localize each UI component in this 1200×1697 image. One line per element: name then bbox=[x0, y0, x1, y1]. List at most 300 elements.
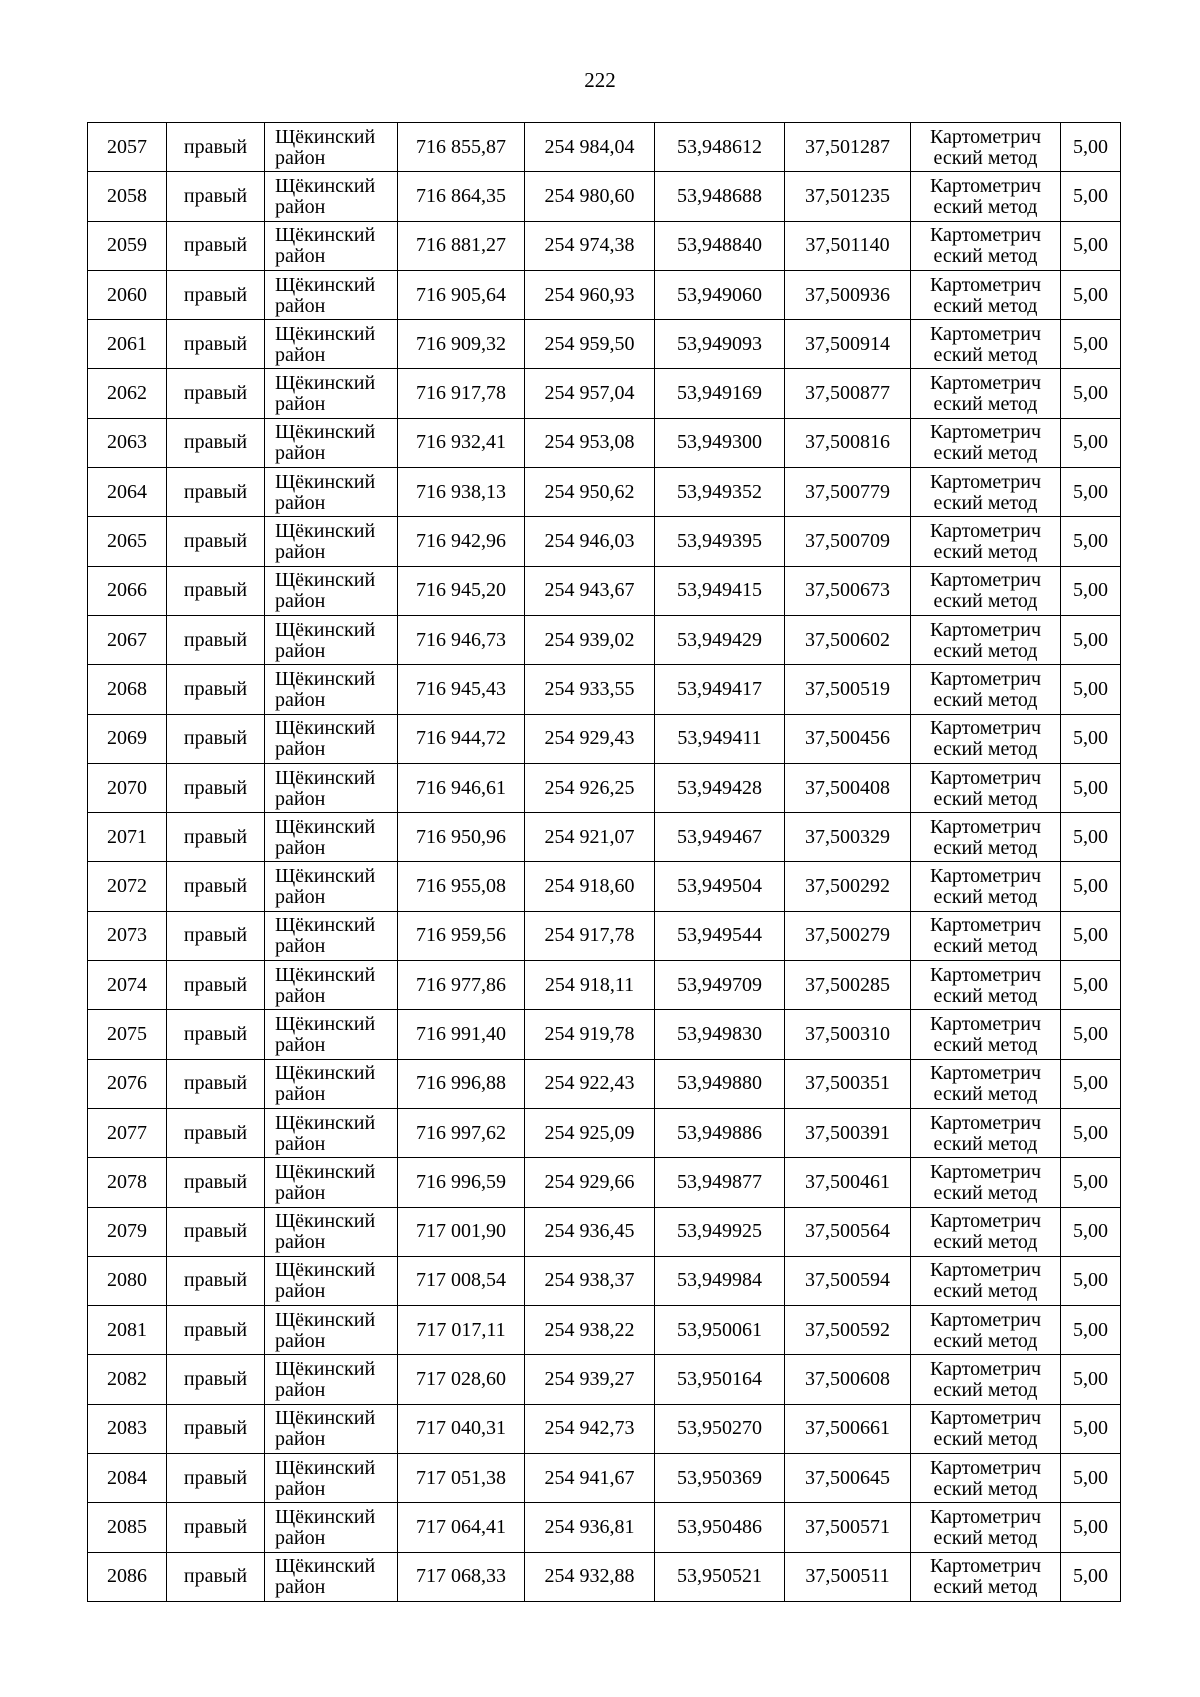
longitude-cell: 37,500391 bbox=[785, 1108, 911, 1157]
y-coordinate-cell: 254 921,07 bbox=[525, 813, 655, 862]
x-coordinate-cell: 716 945,20 bbox=[398, 566, 525, 615]
table-row bbox=[88, 1108, 1121, 1157]
longitude-cell: 37,500329 bbox=[785, 813, 911, 862]
method-cell: Картометрич еский метод bbox=[911, 615, 1061, 664]
district-cell: Щёкинский район bbox=[265, 813, 398, 862]
accuracy-cell: 5,00 bbox=[1061, 172, 1121, 221]
latitude-cell: 53,950061 bbox=[655, 1306, 785, 1355]
point-number-cell: 2059 bbox=[88, 221, 167, 270]
latitude-cell: 53,949395 bbox=[655, 517, 785, 566]
table-row bbox=[88, 566, 1121, 615]
method-cell: Картометрич еский метод bbox=[911, 468, 1061, 517]
longitude-cell: 37,500310 bbox=[785, 1010, 911, 1059]
y-coordinate-cell: 254 960,93 bbox=[525, 270, 655, 319]
method-cell: Картометрич еский метод bbox=[911, 1108, 1061, 1157]
point-number-cell: 2083 bbox=[88, 1404, 167, 1453]
longitude-cell: 37,500456 bbox=[785, 714, 911, 763]
longitude-cell: 37,500877 bbox=[785, 369, 911, 418]
point-number-cell: 2058 bbox=[88, 172, 167, 221]
table-row bbox=[88, 1256, 1121, 1305]
longitude-cell: 37,500709 bbox=[785, 517, 911, 566]
x-coordinate-cell: 717 001,90 bbox=[398, 1207, 525, 1256]
longitude-cell: 37,501235 bbox=[785, 172, 911, 221]
x-coordinate-cell: 716 917,78 bbox=[398, 369, 525, 418]
accuracy-cell: 5,00 bbox=[1061, 418, 1121, 467]
table-row bbox=[88, 1059, 1121, 1108]
accuracy-cell: 5,00 bbox=[1061, 1503, 1121, 1552]
bank-side-cell: правый bbox=[167, 862, 265, 911]
district-cell: Щёкинский район bbox=[265, 270, 398, 319]
x-coordinate-cell: 717 008,54 bbox=[398, 1256, 525, 1305]
point-number-cell: 2075 bbox=[88, 1010, 167, 1059]
bank-side-cell: правый bbox=[167, 665, 265, 714]
longitude-cell: 37,500292 bbox=[785, 862, 911, 911]
point-number-cell: 2068 bbox=[88, 665, 167, 714]
y-coordinate-cell: 254 929,43 bbox=[525, 714, 655, 763]
x-coordinate-cell: 716 996,88 bbox=[398, 1059, 525, 1108]
accuracy-cell: 5,00 bbox=[1061, 1256, 1121, 1305]
method-cell: Картометрич еский метод bbox=[911, 566, 1061, 615]
method-cell: Картометрич еский метод bbox=[911, 1404, 1061, 1453]
bank-side-cell: правый bbox=[167, 1059, 265, 1108]
latitude-cell: 53,949880 bbox=[655, 1059, 785, 1108]
longitude-cell: 37,500936 bbox=[785, 270, 911, 319]
bank-side-cell: правый bbox=[167, 418, 265, 467]
point-number-cell: 2067 bbox=[88, 615, 167, 664]
x-coordinate-cell: 717 040,31 bbox=[398, 1404, 525, 1453]
method-cell: Картометрич еский метод bbox=[911, 320, 1061, 369]
x-coordinate-cell: 716 977,86 bbox=[398, 961, 525, 1010]
bank-side-cell: правый bbox=[167, 1306, 265, 1355]
district-cell: Щёкинский район bbox=[265, 1158, 398, 1207]
table-body bbox=[88, 123, 1121, 1602]
district-cell: Щёкинский район bbox=[265, 1059, 398, 1108]
district-cell: Щёкинский район bbox=[265, 615, 398, 664]
longitude-cell: 37,500816 bbox=[785, 418, 911, 467]
latitude-cell: 53,949300 bbox=[655, 418, 785, 467]
accuracy-cell: 5,00 bbox=[1061, 665, 1121, 714]
longitude-cell: 37,500285 bbox=[785, 961, 911, 1010]
point-number-cell: 2073 bbox=[88, 911, 167, 960]
y-coordinate-cell: 254 936,45 bbox=[525, 1207, 655, 1256]
latitude-cell: 53,948612 bbox=[655, 123, 785, 172]
table-row bbox=[88, 1404, 1121, 1453]
accuracy-cell: 5,00 bbox=[1061, 911, 1121, 960]
district-cell: Щёкинский район bbox=[265, 123, 398, 172]
table-row bbox=[88, 1503, 1121, 1552]
point-number-cell: 2081 bbox=[88, 1306, 167, 1355]
accuracy-cell: 5,00 bbox=[1061, 1059, 1121, 1108]
district-cell: Щёкинский район bbox=[265, 1454, 398, 1503]
latitude-cell: 53,950521 bbox=[655, 1552, 785, 1601]
district-cell: Щёкинский район bbox=[265, 1552, 398, 1601]
bank-side-cell: правый bbox=[167, 1552, 265, 1601]
method-cell: Картометрич еский метод bbox=[911, 665, 1061, 714]
bank-side-cell: правый bbox=[167, 320, 265, 369]
bank-side-cell: правый bbox=[167, 813, 265, 862]
bank-side-cell: правый bbox=[167, 172, 265, 221]
table-row bbox=[88, 221, 1121, 270]
longitude-cell: 37,500592 bbox=[785, 1306, 911, 1355]
point-number-cell: 2074 bbox=[88, 961, 167, 1010]
y-coordinate-cell: 254 946,03 bbox=[525, 517, 655, 566]
x-coordinate-cell: 716 959,56 bbox=[398, 911, 525, 960]
x-coordinate-cell: 716 942,96 bbox=[398, 517, 525, 566]
table-row bbox=[88, 418, 1121, 467]
table-row bbox=[88, 911, 1121, 960]
bank-side-cell: правый bbox=[167, 1108, 265, 1157]
y-coordinate-cell: 254 950,62 bbox=[525, 468, 655, 517]
table-row bbox=[88, 1355, 1121, 1404]
point-number-cell: 2072 bbox=[88, 862, 167, 911]
accuracy-cell: 5,00 bbox=[1061, 615, 1121, 664]
bank-side-cell: правый bbox=[167, 566, 265, 615]
method-cell: Картометрич еский метод bbox=[911, 1552, 1061, 1601]
accuracy-cell: 5,00 bbox=[1061, 369, 1121, 418]
point-number-cell: 2078 bbox=[88, 1158, 167, 1207]
accuracy-cell: 5,00 bbox=[1061, 517, 1121, 566]
accuracy-cell: 5,00 bbox=[1061, 1108, 1121, 1157]
latitude-cell: 53,949467 bbox=[655, 813, 785, 862]
y-coordinate-cell: 254 974,38 bbox=[525, 221, 655, 270]
longitude-cell: 37,500351 bbox=[785, 1059, 911, 1108]
district-cell: Щёкинский район bbox=[265, 517, 398, 566]
longitude-cell: 37,500279 bbox=[785, 911, 911, 960]
x-coordinate-cell: 716 997,62 bbox=[398, 1108, 525, 1157]
y-coordinate-cell: 254 938,37 bbox=[525, 1256, 655, 1305]
longitude-cell: 37,500594 bbox=[785, 1256, 911, 1305]
latitude-cell: 53,949830 bbox=[655, 1010, 785, 1059]
method-cell: Картометрич еский метод bbox=[911, 123, 1061, 172]
longitude-cell: 37,500564 bbox=[785, 1207, 911, 1256]
bank-side-cell: правый bbox=[167, 1207, 265, 1256]
district-cell: Щёкинский район bbox=[265, 1256, 398, 1305]
accuracy-cell: 5,00 bbox=[1061, 813, 1121, 862]
table-row bbox=[88, 763, 1121, 812]
method-cell: Картометрич еский метод bbox=[911, 172, 1061, 221]
district-cell: Щёкинский район bbox=[265, 862, 398, 911]
table-row bbox=[88, 1306, 1121, 1355]
bank-side-cell: правый bbox=[167, 123, 265, 172]
y-coordinate-cell: 254 984,04 bbox=[525, 123, 655, 172]
latitude-cell: 53,949411 bbox=[655, 714, 785, 763]
method-cell: Картометрич еский метод bbox=[911, 221, 1061, 270]
y-coordinate-cell: 254 980,60 bbox=[525, 172, 655, 221]
y-coordinate-cell: 254 939,27 bbox=[525, 1355, 655, 1404]
longitude-cell: 37,501140 bbox=[785, 221, 911, 270]
x-coordinate-cell: 716 881,27 bbox=[398, 221, 525, 270]
district-cell: Щёкинский район bbox=[265, 1404, 398, 1453]
latitude-cell: 53,948688 bbox=[655, 172, 785, 221]
district-cell: Щёкинский район bbox=[265, 763, 398, 812]
method-cell: Картометрич еский метод bbox=[911, 1158, 1061, 1207]
district-cell: Щёкинский район bbox=[265, 1503, 398, 1552]
longitude-cell: 37,501287 bbox=[785, 123, 911, 172]
latitude-cell: 53,949417 bbox=[655, 665, 785, 714]
point-number-cell: 2057 bbox=[88, 123, 167, 172]
y-coordinate-cell: 254 959,50 bbox=[525, 320, 655, 369]
x-coordinate-cell: 716 946,61 bbox=[398, 763, 525, 812]
point-number-cell: 2082 bbox=[88, 1355, 167, 1404]
x-coordinate-cell: 716 991,40 bbox=[398, 1010, 525, 1059]
longitude-cell: 37,500511 bbox=[785, 1552, 911, 1601]
method-cell: Картометрич еский метод bbox=[911, 418, 1061, 467]
latitude-cell: 53,949428 bbox=[655, 763, 785, 812]
table-row bbox=[88, 1010, 1121, 1059]
method-cell: Картометрич еский метод bbox=[911, 862, 1061, 911]
x-coordinate-cell: 717 017,11 bbox=[398, 1306, 525, 1355]
longitude-cell: 37,500673 bbox=[785, 566, 911, 615]
district-cell: Щёкинский район bbox=[265, 172, 398, 221]
bank-side-cell: правый bbox=[167, 1010, 265, 1059]
table-row bbox=[88, 1552, 1121, 1601]
table-row bbox=[88, 665, 1121, 714]
x-coordinate-cell: 716 909,32 bbox=[398, 320, 525, 369]
point-number-cell: 2084 bbox=[88, 1454, 167, 1503]
district-cell: Щёкинский район bbox=[265, 221, 398, 270]
x-coordinate-cell: 716 944,72 bbox=[398, 714, 525, 763]
table-row bbox=[88, 813, 1121, 862]
latitude-cell: 53,949415 bbox=[655, 566, 785, 615]
bank-side-cell: правый bbox=[167, 369, 265, 418]
accuracy-cell: 5,00 bbox=[1061, 961, 1121, 1010]
method-cell: Картометрич еский метод bbox=[911, 270, 1061, 319]
accuracy-cell: 5,00 bbox=[1061, 1552, 1121, 1601]
latitude-cell: 53,949504 bbox=[655, 862, 785, 911]
x-coordinate-cell: 717 028,60 bbox=[398, 1355, 525, 1404]
method-cell: Картометрич еский метод bbox=[911, 1503, 1061, 1552]
method-cell: Картометрич еский метод bbox=[911, 1010, 1061, 1059]
bank-side-cell: правый bbox=[167, 1454, 265, 1503]
latitude-cell: 53,950270 bbox=[655, 1404, 785, 1453]
table-row bbox=[88, 1158, 1121, 1207]
point-number-cell: 2065 bbox=[88, 517, 167, 566]
district-cell: Щёкинский район bbox=[265, 566, 398, 615]
point-number-cell: 2085 bbox=[88, 1503, 167, 1552]
longitude-cell: 37,500661 bbox=[785, 1404, 911, 1453]
accuracy-cell: 5,00 bbox=[1061, 320, 1121, 369]
table-row bbox=[88, 961, 1121, 1010]
accuracy-cell: 5,00 bbox=[1061, 862, 1121, 911]
point-number-cell: 2077 bbox=[88, 1108, 167, 1157]
y-coordinate-cell: 254 936,81 bbox=[525, 1503, 655, 1552]
latitude-cell: 53,949060 bbox=[655, 270, 785, 319]
coordinates-table bbox=[87, 122, 1121, 1602]
latitude-cell: 53,949709 bbox=[655, 961, 785, 1010]
y-coordinate-cell: 254 919,78 bbox=[525, 1010, 655, 1059]
method-cell: Картометрич еский метод bbox=[911, 1306, 1061, 1355]
latitude-cell: 53,949544 bbox=[655, 911, 785, 960]
table-row bbox=[88, 270, 1121, 319]
x-coordinate-cell: 716 996,59 bbox=[398, 1158, 525, 1207]
longitude-cell: 37,500608 bbox=[785, 1355, 911, 1404]
longitude-cell: 37,500602 bbox=[785, 615, 911, 664]
y-coordinate-cell: 254 957,04 bbox=[525, 369, 655, 418]
latitude-cell: 53,949093 bbox=[655, 320, 785, 369]
method-cell: Картометрич еский метод bbox=[911, 961, 1061, 1010]
accuracy-cell: 5,00 bbox=[1061, 270, 1121, 319]
bank-side-cell: правый bbox=[167, 615, 265, 664]
point-number-cell: 2080 bbox=[88, 1256, 167, 1305]
latitude-cell: 53,950369 bbox=[655, 1454, 785, 1503]
bank-side-cell: правый bbox=[167, 221, 265, 270]
district-cell: Щёкинский район bbox=[265, 1010, 398, 1059]
district-cell: Щёкинский район bbox=[265, 1355, 398, 1404]
longitude-cell: 37,500519 bbox=[785, 665, 911, 714]
x-coordinate-cell: 716 945,43 bbox=[398, 665, 525, 714]
method-cell: Картометрич еский метод bbox=[911, 1355, 1061, 1404]
table-row bbox=[88, 714, 1121, 763]
y-coordinate-cell: 254 925,09 bbox=[525, 1108, 655, 1157]
y-coordinate-cell: 254 943,67 bbox=[525, 566, 655, 615]
longitude-cell: 37,500779 bbox=[785, 468, 911, 517]
x-coordinate-cell: 717 064,41 bbox=[398, 1503, 525, 1552]
bank-side-cell: правый bbox=[167, 1503, 265, 1552]
district-cell: Щёкинский район bbox=[265, 961, 398, 1010]
bank-side-cell: правый bbox=[167, 763, 265, 812]
longitude-cell: 37,500408 bbox=[785, 763, 911, 812]
point-number-cell: 2079 bbox=[88, 1207, 167, 1256]
accuracy-cell: 5,00 bbox=[1061, 123, 1121, 172]
y-coordinate-cell: 254 938,22 bbox=[525, 1306, 655, 1355]
point-number-cell: 2071 bbox=[88, 813, 167, 862]
accuracy-cell: 5,00 bbox=[1061, 221, 1121, 270]
table-row bbox=[88, 1207, 1121, 1256]
district-cell: Щёкинский район bbox=[265, 468, 398, 517]
district-cell: Щёкинский район bbox=[265, 369, 398, 418]
latitude-cell: 53,949984 bbox=[655, 1256, 785, 1305]
bank-side-cell: правый bbox=[167, 1158, 265, 1207]
longitude-cell: 37,500645 bbox=[785, 1454, 911, 1503]
accuracy-cell: 5,00 bbox=[1061, 1158, 1121, 1207]
point-number-cell: 2060 bbox=[88, 270, 167, 319]
bank-side-cell: правый bbox=[167, 1355, 265, 1404]
x-coordinate-cell: 716 864,35 bbox=[398, 172, 525, 221]
accuracy-cell: 5,00 bbox=[1061, 1207, 1121, 1256]
y-coordinate-cell: 254 933,55 bbox=[525, 665, 655, 714]
table-row bbox=[88, 517, 1121, 566]
accuracy-cell: 5,00 bbox=[1061, 1355, 1121, 1404]
table-row bbox=[88, 615, 1121, 664]
accuracy-cell: 5,00 bbox=[1061, 1306, 1121, 1355]
y-coordinate-cell: 254 926,25 bbox=[525, 763, 655, 812]
bank-side-cell: правый bbox=[167, 911, 265, 960]
bank-side-cell: правый bbox=[167, 1404, 265, 1453]
y-coordinate-cell: 254 942,73 bbox=[525, 1404, 655, 1453]
point-number-cell: 2086 bbox=[88, 1552, 167, 1601]
method-cell: Картометрич еский метод bbox=[911, 1207, 1061, 1256]
latitude-cell: 53,949429 bbox=[655, 615, 785, 664]
method-cell: Картометрич еский метод bbox=[911, 1454, 1061, 1503]
y-coordinate-cell: 254 932,88 bbox=[525, 1552, 655, 1601]
accuracy-cell: 5,00 bbox=[1061, 1404, 1121, 1453]
x-coordinate-cell: 716 955,08 bbox=[398, 862, 525, 911]
method-cell: Картометрич еский метод bbox=[911, 714, 1061, 763]
x-coordinate-cell: 716 938,13 bbox=[398, 468, 525, 517]
accuracy-cell: 5,00 bbox=[1061, 566, 1121, 615]
latitude-cell: 53,949925 bbox=[655, 1207, 785, 1256]
method-cell: Картометрич еский метод bbox=[911, 369, 1061, 418]
y-coordinate-cell: 254 922,43 bbox=[525, 1059, 655, 1108]
accuracy-cell: 5,00 bbox=[1061, 714, 1121, 763]
method-cell: Картометрич еский метод bbox=[911, 763, 1061, 812]
x-coordinate-cell: 717 051,38 bbox=[398, 1454, 525, 1503]
accuracy-cell: 5,00 bbox=[1061, 468, 1121, 517]
district-cell: Щёкинский район bbox=[265, 1108, 398, 1157]
method-cell: Картометрич еский метод bbox=[911, 813, 1061, 862]
district-cell: Щёкинский район bbox=[265, 714, 398, 763]
latitude-cell: 53,949886 bbox=[655, 1108, 785, 1157]
latitude-cell: 53,949352 bbox=[655, 468, 785, 517]
longitude-cell: 37,500571 bbox=[785, 1503, 911, 1552]
x-coordinate-cell: 717 068,33 bbox=[398, 1552, 525, 1601]
y-coordinate-cell: 254 918,60 bbox=[525, 862, 655, 911]
bank-side-cell: правый bbox=[167, 961, 265, 1010]
longitude-cell: 37,500914 bbox=[785, 320, 911, 369]
bank-side-cell: правый bbox=[167, 517, 265, 566]
page-number: 222 bbox=[584, 68, 616, 92]
x-coordinate-cell: 716 932,41 bbox=[398, 418, 525, 467]
point-number-cell: 2062 bbox=[88, 369, 167, 418]
x-coordinate-cell: 716 950,96 bbox=[398, 813, 525, 862]
bank-side-cell: правый bbox=[167, 468, 265, 517]
district-cell: Щёкинский район bbox=[265, 1207, 398, 1256]
y-coordinate-cell: 254 917,78 bbox=[525, 911, 655, 960]
y-coordinate-cell: 254 941,67 bbox=[525, 1454, 655, 1503]
table-row bbox=[88, 172, 1121, 221]
district-cell: Щёкинский район bbox=[265, 1306, 398, 1355]
x-coordinate-cell: 716 946,73 bbox=[398, 615, 525, 664]
point-number-cell: 2076 bbox=[88, 1059, 167, 1108]
bank-side-cell: правый bbox=[167, 1256, 265, 1305]
latitude-cell: 53,950164 bbox=[655, 1355, 785, 1404]
table-row bbox=[88, 1454, 1121, 1503]
district-cell: Щёкинский район bbox=[265, 911, 398, 960]
point-number-cell: 2061 bbox=[88, 320, 167, 369]
y-coordinate-cell: 254 918,11 bbox=[525, 961, 655, 1010]
x-coordinate-cell: 716 905,64 bbox=[398, 270, 525, 319]
accuracy-cell: 5,00 bbox=[1061, 1454, 1121, 1503]
method-cell: Картометрич еский метод bbox=[911, 1256, 1061, 1305]
table-row bbox=[88, 369, 1121, 418]
table-row bbox=[88, 862, 1121, 911]
latitude-cell: 53,949169 bbox=[655, 369, 785, 418]
method-cell: Картометрич еский метод bbox=[911, 911, 1061, 960]
y-coordinate-cell: 254 939,02 bbox=[525, 615, 655, 664]
y-coordinate-cell: 254 929,66 bbox=[525, 1158, 655, 1207]
latitude-cell: 53,948840 bbox=[655, 221, 785, 270]
latitude-cell: 53,949877 bbox=[655, 1158, 785, 1207]
x-coordinate-cell: 716 855,87 bbox=[398, 123, 525, 172]
point-number-cell: 2070 bbox=[88, 763, 167, 812]
district-cell: Щёкинский район bbox=[265, 665, 398, 714]
y-coordinate-cell: 254 953,08 bbox=[525, 418, 655, 467]
accuracy-cell: 5,00 bbox=[1061, 1010, 1121, 1059]
latitude-cell: 53,950486 bbox=[655, 1503, 785, 1552]
table-row bbox=[88, 468, 1121, 517]
bank-side-cell: правый bbox=[167, 714, 265, 763]
method-cell: Картометрич еский метод bbox=[911, 517, 1061, 566]
table-row bbox=[88, 123, 1121, 172]
bank-side-cell: правый bbox=[167, 270, 265, 319]
district-cell: Щёкинский район bbox=[265, 418, 398, 467]
point-number-cell: 2069 bbox=[88, 714, 167, 763]
point-number-cell: 2063 bbox=[88, 418, 167, 467]
table-row bbox=[88, 320, 1121, 369]
longitude-cell: 37,500461 bbox=[785, 1158, 911, 1207]
district-cell: Щёкинский район bbox=[265, 320, 398, 369]
point-number-cell: 2064 bbox=[88, 468, 167, 517]
